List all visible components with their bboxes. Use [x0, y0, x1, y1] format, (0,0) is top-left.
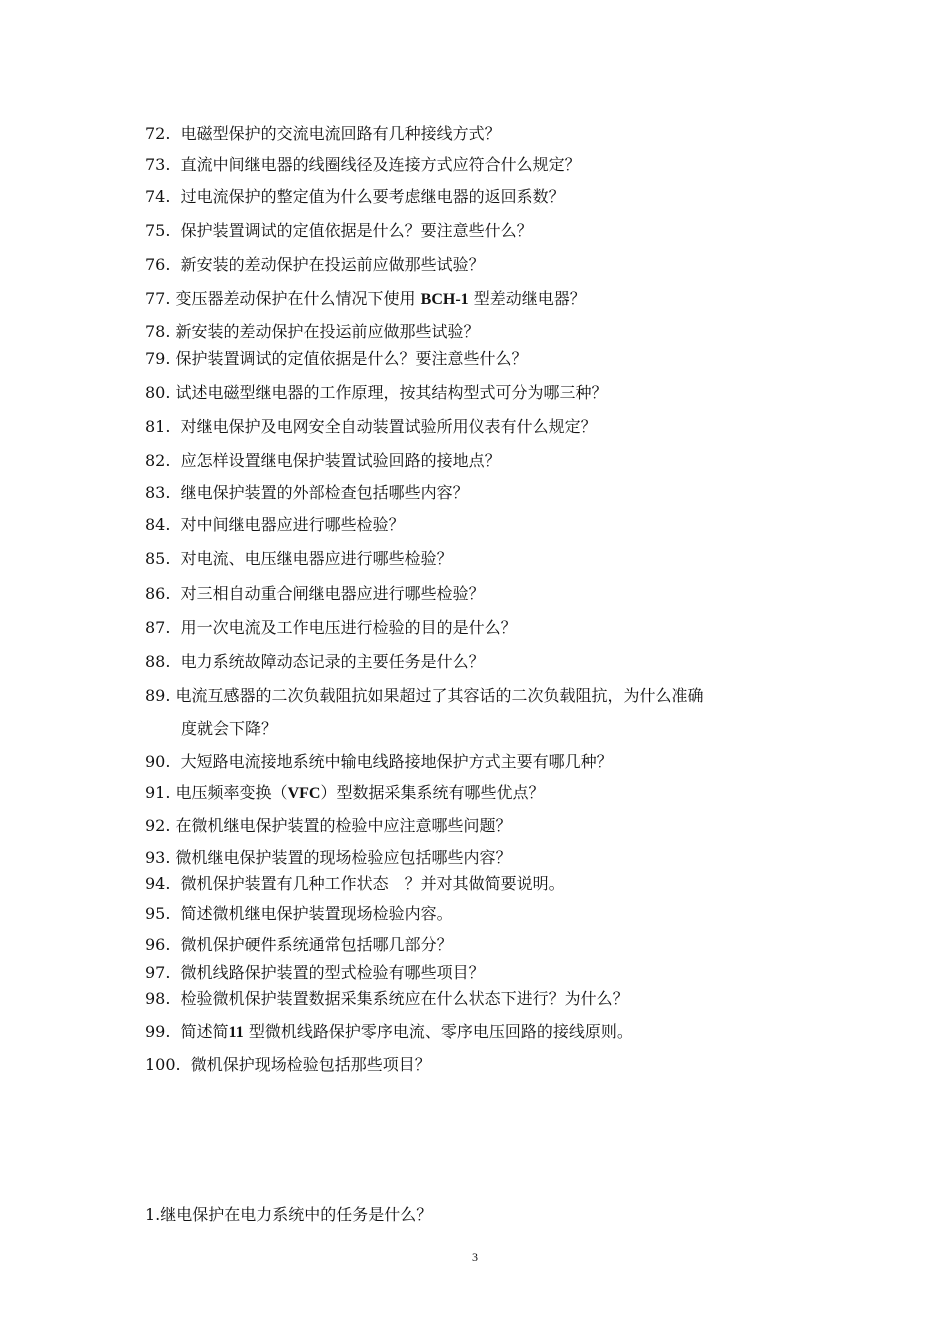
- question-86: 86. 对三相自动重合闸继电器应进行哪些检验？: [145, 584, 485, 603]
- question-77: 77. 变压器差动保护在什么情况下使用 BCH-1 型差动继电器？: [145, 289, 586, 308]
- question-79: 79. 保护装置调试的定值依据是什么？要注意些什么？: [145, 349, 528, 368]
- question-72: 72. 电磁型保护的交流电流回路有几种接线方式？: [145, 124, 501, 143]
- page-number: 3: [472, 1250, 478, 1264]
- question-82: 82. 应怎样设置继电保护装置试验回路的接地点？: [145, 451, 501, 470]
- question-78: 78. 新安装的差动保护在投运前应做那些试验？: [145, 322, 480, 341]
- question-99: 99. 简述简11 型微机线路保护零序电流、零序电压回路的接线原则。: [145, 1022, 633, 1041]
- section-heading: 1.继电保护在电力系统中的任务是什么？: [145, 1205, 433, 1224]
- question-73: 73. 直流中间继电器的线圈线径及连接方式应符合什么规定？: [145, 155, 581, 174]
- question-94: 94. 微机保护装置有几种工作状态 ？并对其做简要说明。: [145, 874, 565, 893]
- question-76: 76. 新安装的差动保护在投运前应做那些试验？: [145, 255, 485, 274]
- question-98: 98. 检验微机保护装置数据采集系统应在什么状态下进行？为什么？: [145, 989, 629, 1008]
- question-100: 100. 微机保护现场检验包括那些项目？: [145, 1055, 431, 1074]
- question-80: 80. 试述电磁型继电器的工作原理，按其结构型式可分为哪三种？: [145, 383, 608, 402]
- question-87: 87. 用一次电流及工作电压进行检验的目的是什么？: [145, 618, 517, 637]
- question-74: 74. 过电流保护的整定值为什么要考虑继电器的返回系数？: [145, 187, 565, 206]
- question-83: 83. 继电保护装置的外部检查包括哪些内容？: [145, 483, 469, 502]
- question-92: 92. 在微机继电保护装置的检验中应注意哪些问题？: [145, 816, 512, 835]
- question-89: 89. 电流互感器的二次负载阻抗如果超过了其容话的二次负载阻抗，为什么准确: [145, 686, 704, 705]
- question-75: 75. 保护装置调试的定值依据是什么？要注意些什么？: [145, 221, 533, 240]
- question-85: 85. 对电流、电压继电器应进行哪些检验？: [145, 549, 453, 568]
- question-89-continuation: 度就会下降？: [181, 719, 278, 738]
- question-91: 91. 电压频率变换（VFC）型数据采集系统有哪些优点？: [145, 783, 545, 802]
- question-96: 96. 微机保护硬件系统通常包括哪几部分？: [145, 935, 453, 954]
- question-93: 93. 微机继电保护装置的现场检验应包括哪些内容？: [145, 848, 512, 867]
- question-97: 97. 微机线路保护装置的型式检验有哪些项目？: [145, 963, 485, 982]
- question-88: 88. 电力系统故障动态记录的主要任务是什么？: [145, 652, 485, 671]
- question-84: 84. 对中间继电器应进行哪些检验？: [145, 515, 405, 534]
- question-95: 95. 简述微机继电保护装置现场检验内容。: [145, 904, 453, 923]
- question-90: 90. 大短路电流接地系统中输电线路接地保护方式主要有哪几种？: [145, 752, 613, 771]
- question-81: 81. 对继电保护及电网安全自动装置试验所用仪表有什么规定？: [145, 417, 597, 436]
